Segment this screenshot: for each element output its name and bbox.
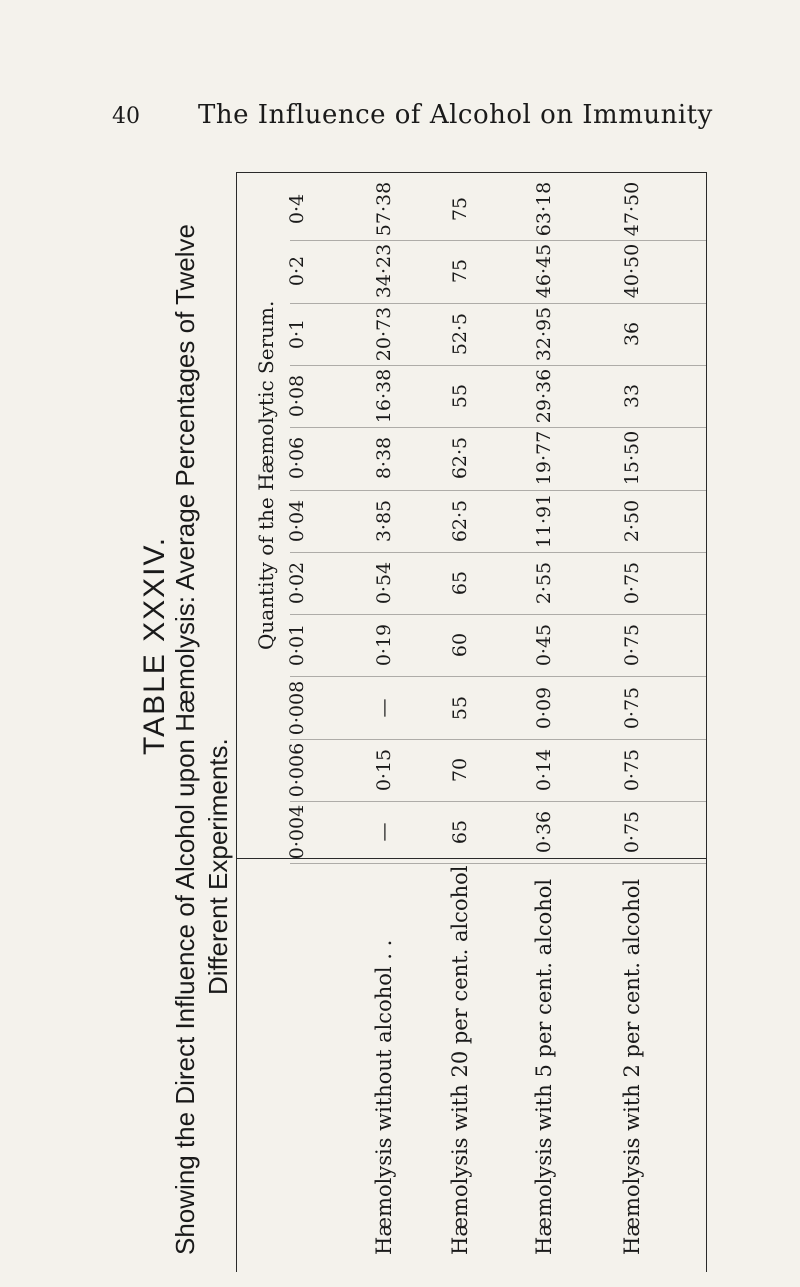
table-cell: 29·36	[533, 368, 555, 424]
table-cell: 0·15	[373, 748, 395, 791]
table-cell: 20·73	[373, 306, 395, 361]
running-head: The Influence of Alcohol on Immunity	[198, 100, 713, 130]
column-header: 0·02	[286, 561, 308, 605]
table-cell: 15·50	[621, 431, 643, 486]
table-cell: 62·5	[449, 499, 471, 542]
table-cell: 0·75	[621, 810, 643, 854]
table-rule-left	[236, 172, 237, 1272]
table-cell: 0·75	[621, 624, 643, 667]
table-cell: 8·38	[373, 437, 395, 480]
table-cell: 46·45	[533, 244, 555, 299]
table-cell: 65	[449, 570, 471, 596]
table-cell: 40·50	[621, 244, 643, 299]
table-cell: —	[373, 822, 395, 842]
table-cell: 0·75	[621, 748, 643, 791]
table-cell: 55	[449, 383, 471, 409]
header-caption: Quantity of the Hæmolytic Serum.	[254, 300, 278, 650]
table-cell: 62·5	[449, 437, 471, 480]
column-header: 0·01	[286, 624, 308, 667]
table-cell: 34·23	[373, 244, 395, 299]
table-cell: 0·19	[373, 624, 395, 667]
column-header: 0·04	[286, 499, 308, 542]
table-cell: 0·75	[621, 686, 643, 729]
table-cell: 2·55	[533, 561, 555, 605]
table-cell: 36	[621, 321, 643, 346]
column-header: 0·2	[286, 256, 308, 287]
row-label: Hæmolysis with 2 per cent. alcohol	[620, 878, 644, 1255]
row-label: Hæmolysis with 5 per cent. alcohol	[532, 878, 556, 1255]
table-cell: 57·38	[373, 181, 395, 237]
table-cell: 0·09	[533, 686, 555, 729]
column-header: 0·008	[286, 680, 308, 735]
table-cell: 63·18	[533, 181, 555, 237]
table-cell: 19·77	[533, 431, 555, 486]
table-cell: 33	[621, 383, 643, 409]
table-caption-line-2: Different Experiments.	[203, 738, 233, 995]
table-cell: 0·75	[621, 561, 643, 605]
table-cell: 60	[449, 633, 471, 658]
row-label: Hæmolysis with 20 per cent. alcohol	[448, 865, 472, 1255]
table-cell: 47·50	[621, 181, 643, 237]
table-cell: 75	[449, 259, 471, 284]
column-header: 0·004	[286, 804, 308, 860]
page-number: 40	[112, 104, 140, 129]
table-cell: 0·54	[373, 561, 395, 605]
table-cell: 75	[449, 197, 471, 222]
table-cell: 65	[449, 820, 471, 845]
column-header: 0·006	[286, 742, 308, 798]
row-label: Hæmolysis without alcohol . .	[372, 939, 396, 1255]
table-cell: 16·38	[373, 368, 395, 424]
table-rule-right	[706, 172, 707, 1272]
table-cell: 55	[449, 695, 471, 720]
table-cell: 0·45	[533, 624, 555, 667]
column-header: 0·08	[286, 374, 308, 418]
table-cell: 0·36	[533, 810, 555, 854]
column-header: 0·4	[286, 194, 308, 225]
table-caption-line-1: Showing the Direct Influence of Alcohol upon Hæmolysis: Average Percentages of Twelve	[170, 224, 200, 1255]
table-cell: 70	[449, 757, 471, 782]
table-cell: 11·91	[533, 493, 555, 548]
column-header: 0·06	[286, 437, 308, 480]
table-cell: 2·50	[621, 499, 643, 542]
table-cell: 3·85	[373, 499, 395, 542]
table-cell: —	[373, 698, 395, 718]
table-cell: 32·95	[533, 306, 555, 361]
table-title: TABLE XXXIV.	[138, 535, 171, 755]
table-cell: 52·5	[449, 312, 471, 355]
column-header: 0·1	[286, 318, 308, 349]
table-cell: 0·14	[533, 748, 555, 791]
